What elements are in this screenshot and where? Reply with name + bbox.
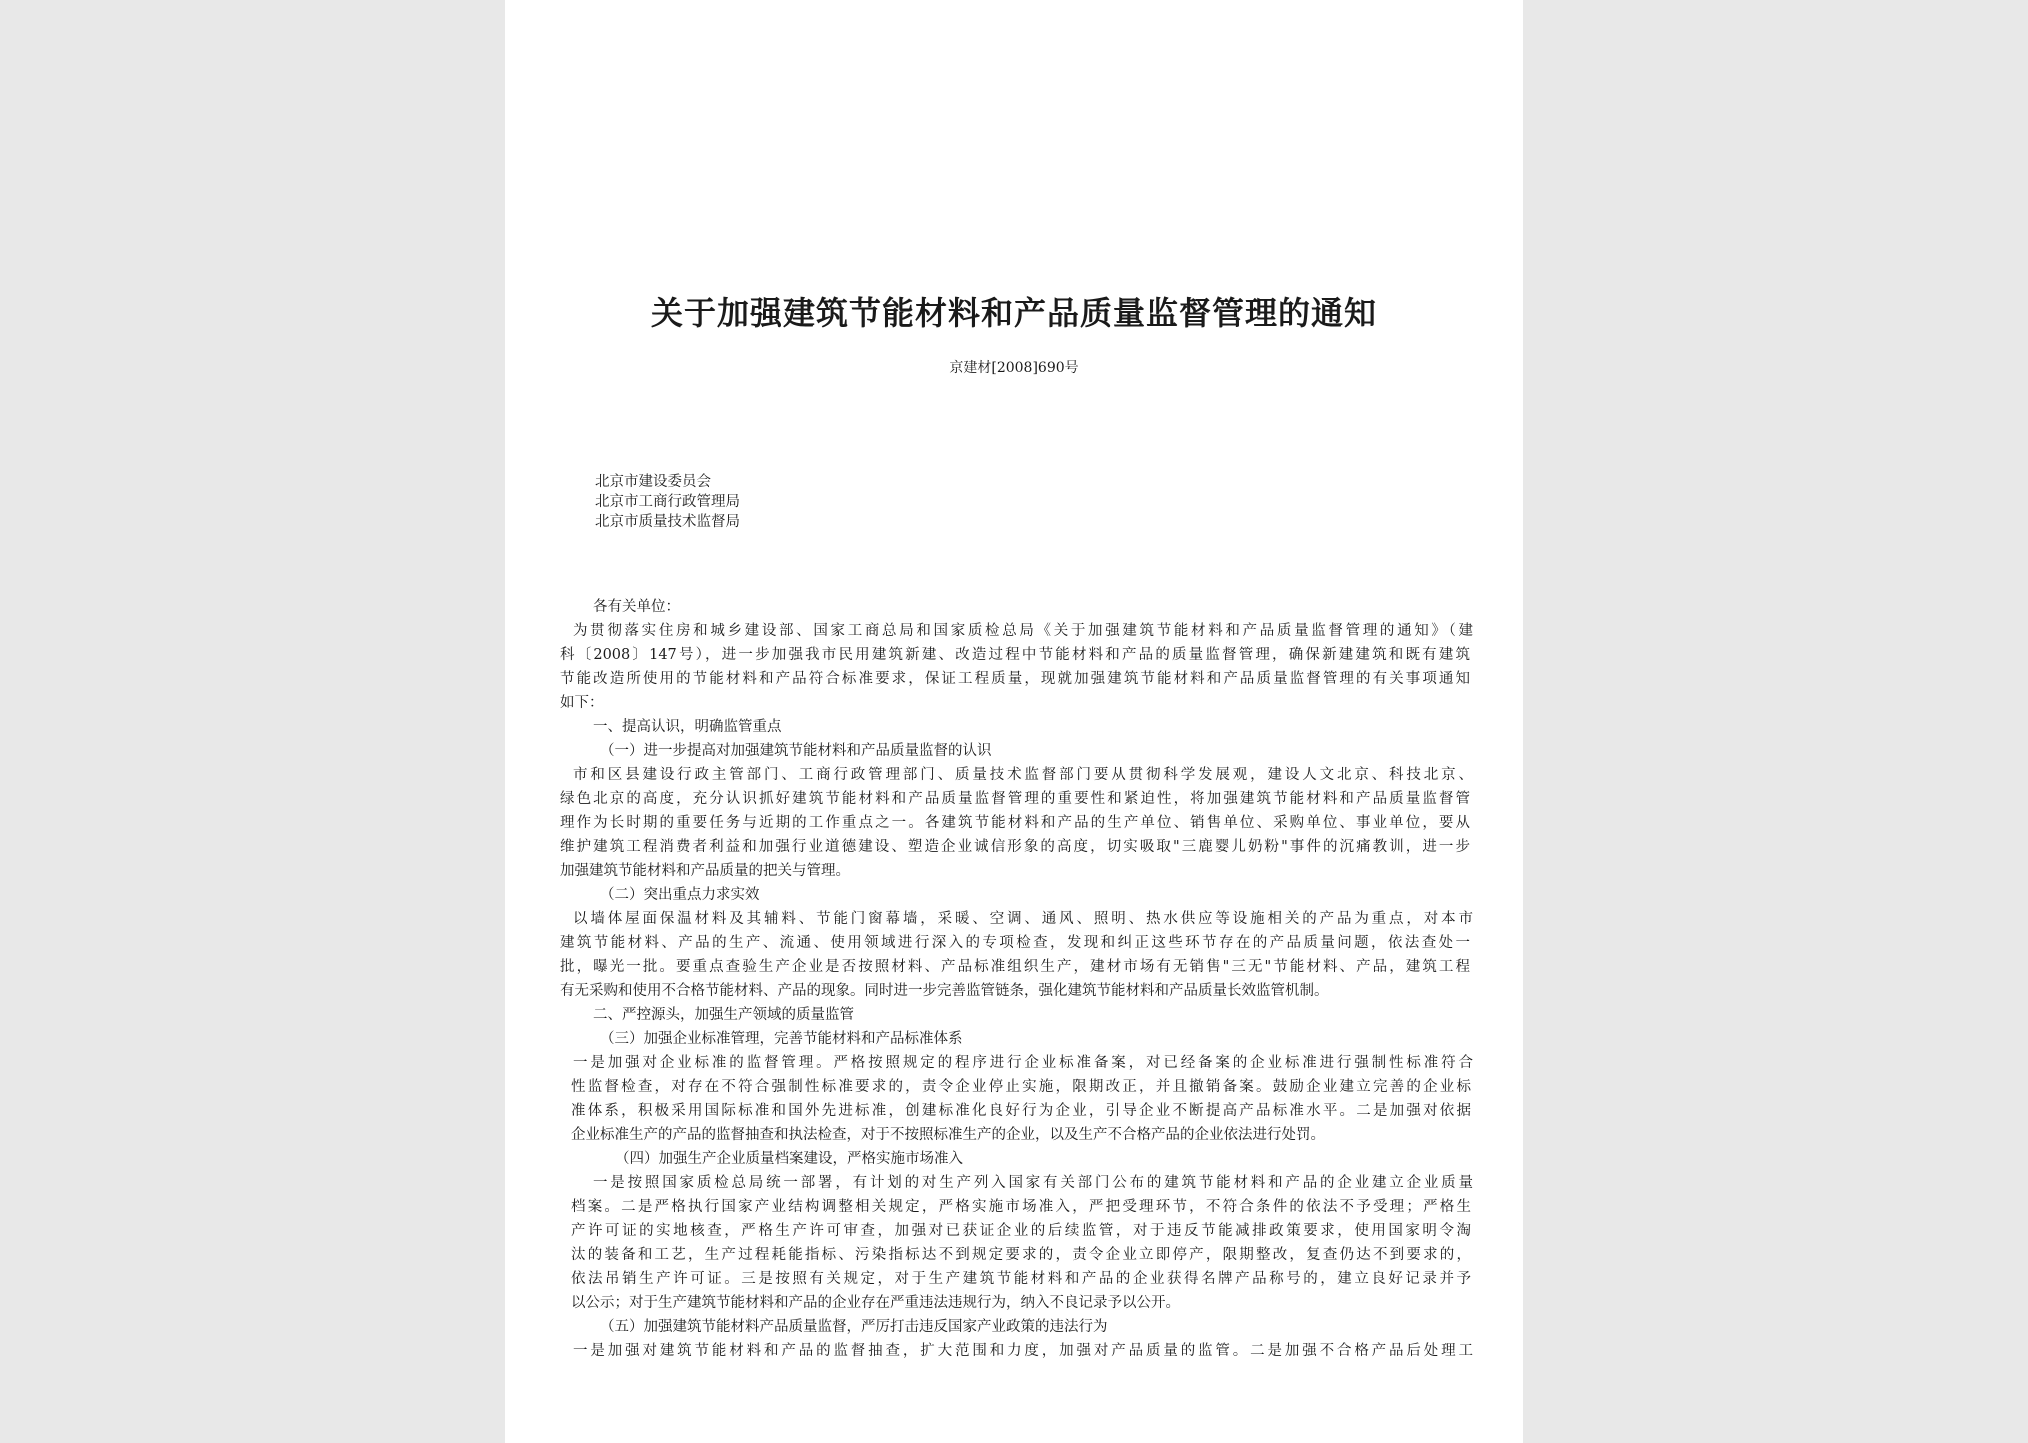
paragraph-line: 为贯彻落实住房和城乡建设部、国家工商总局和国家质检总局《关于加强建筑节能材料和产品质量监督管理的通知》（建 (573, 623, 1473, 639)
paragraph-line: 批，曝光一批。要重点查验生产企业是否按照材料、产品标准组织生产，建材市场有无销售"三无"节能材料、产品，建筑工程 (560, 959, 1470, 975)
salutation: 各有关单位： (593, 599, 680, 615)
paragraph-line: 依法吊销生产许可证。三是按照有关规定，对于生产建筑节能材料和产品的企业获得名牌产品称号的，建立良好记录并予 (571, 1271, 1471, 1287)
paragraph-line: 企业标准生产的产品的监督抽查和执法检查，对于不按照标准生产的企业，以及生产不合格产品的企业依法进行处罚。 (571, 1127, 1325, 1143)
paragraph-line: 建筑节能材料、产品的生产、流通、使用领域进行深入的专项检查，发现和纠正这些环节存在的产品质量问题，依法查处一 (560, 935, 1470, 951)
paragraph-line: 节能改造所使用的节能材料和产品符合标准要求，保证工程质量，现就加强建筑节能材料和产品质量监督管理的有关事项通知 (560, 671, 1470, 687)
issuer-item: 北京市质量技术监督局 (595, 514, 740, 530)
document-page (505, 0, 1523, 1443)
subsection-heading: （五）加强建筑节能材料产品质量监督，严厉打击违反国家产业政策的违法行为 (600, 1319, 1108, 1335)
paragraph-line: 一是加强对建筑节能材料和产品的监督抽查，扩大范围和力度，加强对产品质量的监管。二是加强不合格产品后处理工 (573, 1343, 1473, 1359)
paragraph-line: 加强建筑节能材料和产品质量的把关与管理。 (560, 863, 850, 879)
paragraph-line: 以公示；对于生产建筑节能材料和产品的企业存在严重违法违规行为，纳入不良记录予以公开。 (571, 1295, 1180, 1311)
paragraph-line: 维护建筑工程消费者利益和加强行业道德建设、塑造企业诚信形象的高度，切实吸取"三鹿婴儿奶粉"事件的沉痛教训，进一步 (560, 839, 1470, 855)
subsection-heading: （四）加强生产企业质量档案建设，严格实施市场准入 (615, 1151, 963, 1167)
issuer-item: 北京市建设委员会 (595, 474, 711, 490)
subsection-heading: （三）加强企业标准管理，完善节能材料和产品标准体系 (600, 1031, 963, 1047)
issuer-list (595, 472, 740, 532)
document-title: 关于加强建筑节能材料和产品质量监督管理的通知 (650, 294, 1377, 332)
paragraph-line: 理作为长时期的重要任务与近期的工作重点之一。各建筑节能材料和产品的生产单位、销售单位、采购单位、事业单位，要从 (560, 815, 1470, 831)
paragraph-line: 以墙体屋面保温材料及其辅料、节能门窗幕墙，采暖、空调、通风、照明、热水供应等设施相关的产品为重点，对本市 (573, 911, 1473, 927)
paragraph-line: 绿色北京的高度，充分认识抓好建筑节能材料和产品质量监督管理的重要性和紧迫性，将加强建筑节能材料和产品质量监督管 (560, 791, 1470, 807)
paragraph-line: 档案。二是严格执行国家产业结构调整相关规定，严格实施市场准入，严把受理环节，不符合条件的依法不予受理；严格生 (571, 1199, 1471, 1215)
paragraph-line: 一是加强对企业标准的监督管理。严格按照规定的程序进行企业标准备案，对已经备案的企业标准进行强制性标准符合 (573, 1055, 1473, 1071)
section-heading: 二、严控源头，加强生产领域的质量监管 (593, 1007, 854, 1023)
issuer-item: 北京市工商行政管理局 (595, 494, 740, 510)
paragraph-line: 准体系，积极采用国际标准和国外先进标准，创建标准化良好行为企业，引导企业不断提高产品标准水平。二是加强对依据 (571, 1103, 1471, 1119)
paragraph-line: 市和区县建设行政主管部门、工商行政管理部门、质量技术监督部门要从贯彻科学发展观，建设人文北京、科技北京、 (573, 767, 1473, 783)
paragraph-line: 产许可证的实地核查，严格生产许可审查，加强对已获证企业的后续监管，对于违反节能减排政策要求，使用国家明令淘 (571, 1223, 1471, 1239)
paragraph-line: 汰的装备和工艺，生产过程耗能指标、污染指标达不到规定要求的，责令企业立即停产，限期整改，复查仍达不到要求的， (571, 1247, 1471, 1263)
paragraph-line: 如下： (560, 695, 604, 711)
subsection-heading: （一）进一步提高对加强建筑节能材料和产品质量监督的认识 (600, 743, 992, 759)
paragraph-line: 有无采购和使用不合格节能材料、产品的现象。同时进一步完善监管链条，强化建筑节能材料和产品质量长效监管机制。 (560, 983, 1329, 999)
paragraph-line: 性监督检查，对存在不符合强制性标准要求的，责令企业停止实施，限期改正，并且撤销备案。鼓励企业建立完善的企业标 (571, 1079, 1471, 1095)
paragraph-line: 一是按照国家质检总局统一部署，有计划的对生产列入国家有关部门公布的建筑节能材料和产品的企业建立企业质量 (593, 1175, 1473, 1191)
section-heading: 一、提高认识，明确监管重点 (593, 719, 782, 735)
paragraph-line: 科〔2008〕147号），进一步加强我市民用建筑新建、改造过程中节能材料和产品的质量监督管理，确保新建建筑和既有建筑 (560, 647, 1470, 663)
subsection-heading: （二）突出重点力求实效 (600, 887, 760, 903)
document-number: 京建材[2008]690号 (949, 360, 1079, 376)
